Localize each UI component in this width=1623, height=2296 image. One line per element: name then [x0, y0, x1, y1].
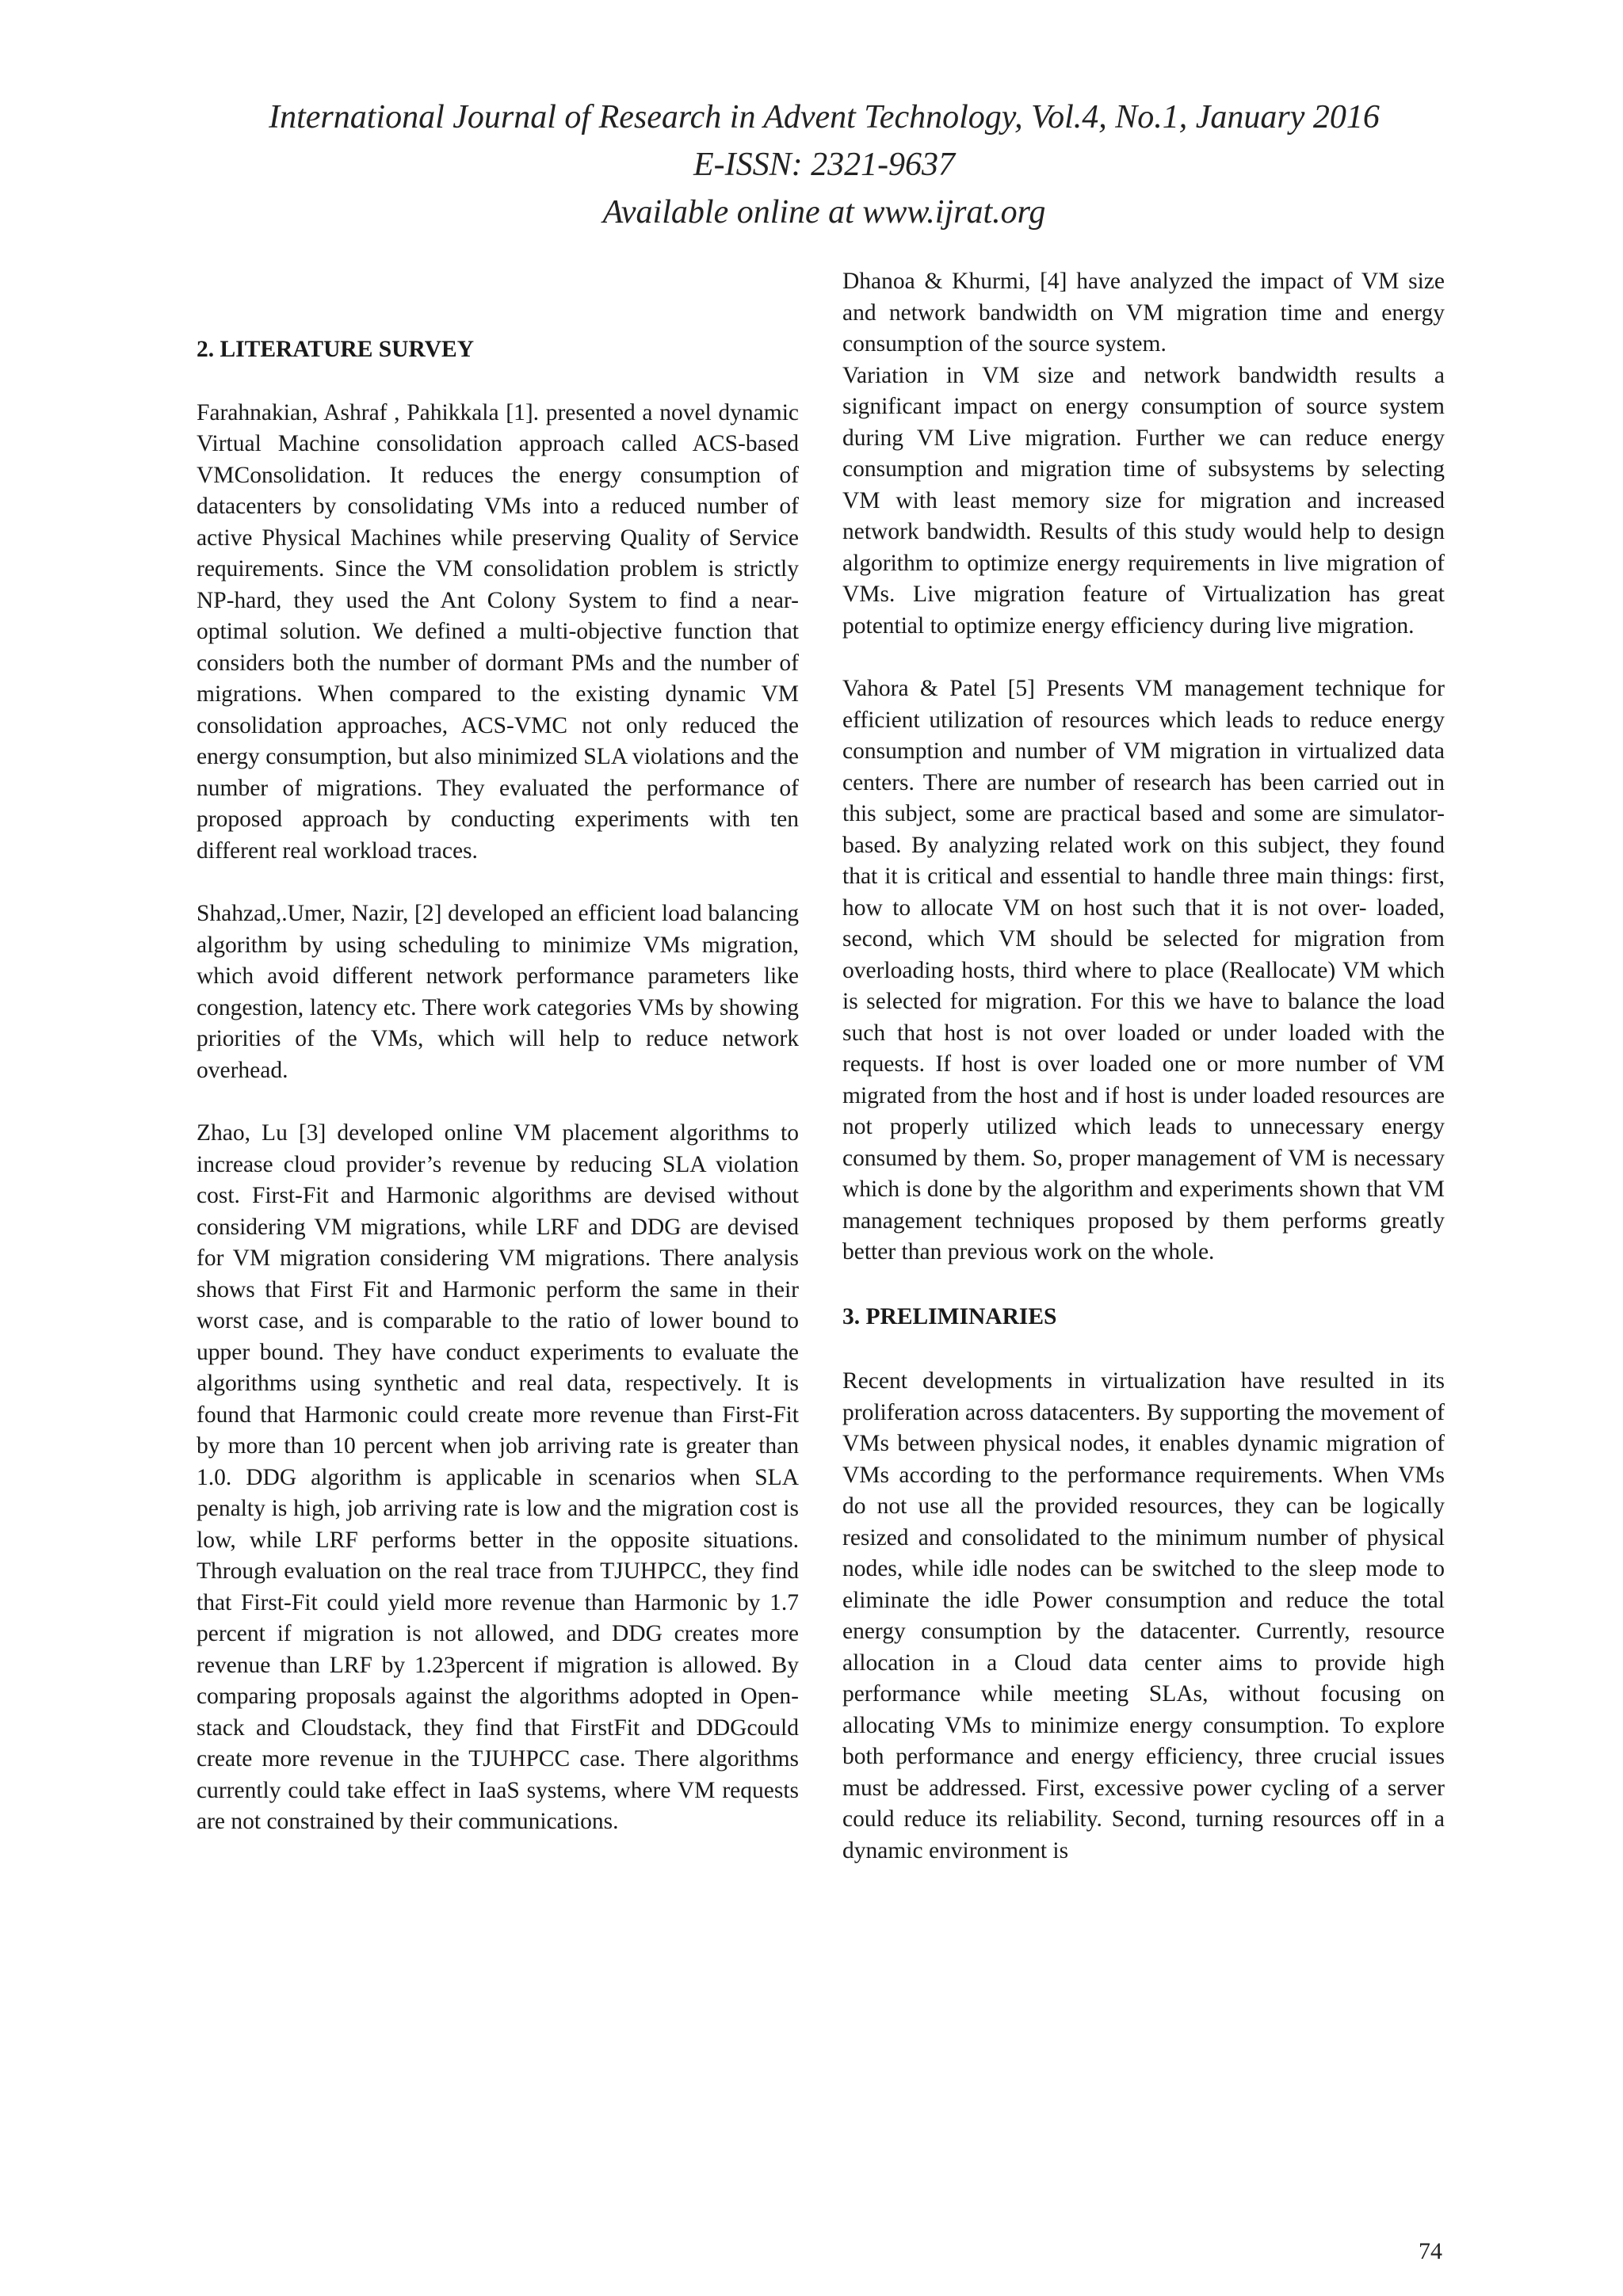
paragraph-farahnakian: Farahnakian, Ashraf , Pahikkala [1]. presented a novel dynamic Virtual Machine consolidation approach called ACS-based VMConsolidation. It reduces the energy consumption of datacenters by consolidating VMs into a reduced number of active Physical Machines while preserving Quality of Service requirements. Since the VM consolidation problem is strictly NP-hard, they used the Ant Colony System to find a near-optimal solution. We defined a multi-objective function that considers both the number of dormant PMs and the number of migrations. When compared to the existing dynamic VM consolidation approaches, ACS-VMC not only reduced the energy consumption, but also minimized SLA violations and the number of migrations. They evaluated the performance of proposed approach by conducting experiments with ten different real workload traces.: [197, 399, 799, 864]
paragraph-variation: Variation in VM size and network bandwidth results a significant impact on energy consumption of source system during VM Live migration. Further we can reduce energy consumption and migration time of subsystems by selecting VM with least memory size for migration and increased network bandwidth. Results of this study would help to design algorithm to optimize energy requirements in live migration of VMs. Live migration feature of Virtualization has great potential to optimize energy efficiency during live migration.: [842, 362, 1445, 639]
journal-issn: E-ISSN: 2321-9637: [693, 147, 956, 183]
paragraph-zhao: Zhao, Lu [3] developed online VM placement algorithms to increase cloud provider’s revenue by reducing SLA violation cost. First-Fit and Harmonic algorithms are devised without considering VM migrations, while LRF and DDG are devised for VM migration considering VM migrations. There analysis shows that First Fit and Harmonic perform the same in their worst case, and is comparable to the ratio of lower bound to upper bound. They have conduct experiments to evaluate the algorithms using synthetic and real data, respectively. It is found that Harmonic could create more revenue than First-Fit by more than 10 percent when job arriving rate is greater than 1.0. DDG algorithm is applicable in scenarios when SLA penalty is high, job arriving rate is low and the migration cost is low, while LRF performs better in the opposite situations. Through evaluation on the real trace from TJUHPCC, they find that First-Fit could yield more revenue than Harmonic by 1.7 percent if migration is not allowed, and DDG creates more revenue than LRF by 1.23percent if migration is allowed. By comparing proposals against the algorithms adopted in Open-stack and Cloudstack, they find that FirstFit and DDGcould create more revenue in the TJUHPCC case. There algorithms currently could take effect in IaaS systems, where VM requests are not constrained by their communications.: [197, 1120, 799, 1834]
section-heading-preliminaries: 3. PRELIMINARIES: [842, 1303, 1057, 1329]
paragraph-vahora: Vahora & Patel [5] Presents VM management technique for efficient utilization of resources which leads to reduce energy consumption and number of VM migration in virtualized data centers. There are number of research has been carried out in this subject, some are practical based and some are simulator-based. By analyzing related work on this subject, they found that it is critical and essential to handle three main things: first, how to allocate VM on host such that it is not over- loaded, second, which VM should be selected for migration from overloading hosts, third where to place (Reallocate) VM which is selected for migration. For this we have to balance the load such that host is not over loaded or under loaded with the requests. If host is over loaded one or more number of VM migrated from the host and if host is under loaded resources are not properly utilized which leads to unnecessary energy consumed by them. So, proper management of VM is necessary which is done by the algorithm and experiments shown that VM management techniques proposed by them performs greatly better than previous work on the whole.: [842, 676, 1445, 1264]
right-column: [842, 266, 1445, 1898]
page-number: 74: [1419, 2238, 1442, 2264]
journal-header: [0, 93, 1623, 236]
journal-title: International Journal of Research in Advent Technology, Vol.4, No.1, January 2016: [269, 99, 1380, 135]
paragraph-dhanoa: Dhanoa & Khurmi, [4] have analyzed the impact of VM size and network bandwidth on VM migration time and energy consumption of the source system.: [842, 269, 1445, 357]
left-column: [197, 266, 799, 1870]
section-heading-literature-survey: 2. LITERATURE SURVEY: [197, 337, 475, 362]
paragraph-shahzad: Shahzad,.Umer, Nazir, [2] developed an efficient load balancing algorithm by using scheduling to minimize VMs migration, which avoid different network performance parameters like congestion, latency etc. There work categories VMs by showing priorities of the VMs, which will help to reduce network overhead.: [197, 901, 799, 1083]
journal-website: Available online at www.ijrat.org: [602, 194, 1046, 231]
paragraph-recent-developments: Recent developments in virtualization have resulted in its proliferation across datacenters. By supporting the movement of VMs between physical nodes, it enables dynamic migration of VMs according to the performance requirements. When VMs do not use all the provided resources, they can be logically resized and consolidated to the minimum number of physical nodes, while idle nodes can be switched to the sleep mode to eliminate the idle Power consumption and reduce the total energy consumption by the datacenter. Currently, resource allocation in a Cloud data center aims to provide high performance while meeting SLAs, without focusing on allocating VMs to minimize energy consumption. To explore both performance and energy efficiency, three crucial issues must be addressed. First, excessive power cycling of a server could reduce its reliability. Second, turning resources off in a dynamic environment is: [842, 1368, 1445, 1863]
